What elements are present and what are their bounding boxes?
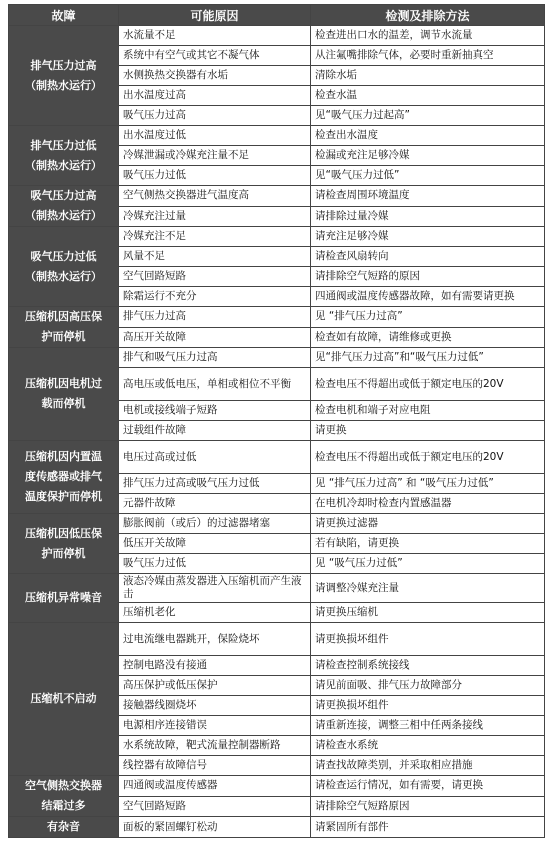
- method-cell: 请排除过量冷媒: [311, 206, 545, 227]
- cause-cell: 风量不足: [119, 247, 311, 267]
- fault-cell: 空气侧热交换器 结霜过多: [9, 776, 119, 817]
- method-cell: 见“吸气压力过低”: [311, 166, 545, 186]
- cause-cell: 高压开关故障: [119, 327, 311, 348]
- header-method: 检测及排除方法: [311, 5, 545, 26]
- table-body: [9, 26, 545, 838]
- cause-cell: 水流量不足: [119, 26, 311, 46]
- method-cell: 请紧固所有部件: [311, 817, 545, 838]
- cause-cell: 面板的紧固螺钉松动: [119, 817, 311, 838]
- cause-cell: 排气压力过高: [119, 307, 311, 328]
- fault-cell: 压缩机不启动: [9, 623, 119, 776]
- method-cell: 请排除空气短路原因: [311, 796, 545, 817]
- cause-cell: 吸气压力过低: [119, 554, 311, 574]
- cause-cell: 空气回路短路: [119, 796, 311, 817]
- fault-cell: 压缩机因电机过 载而停机: [9, 348, 119, 441]
- cause-cell: 出水温度过高: [119, 86, 311, 106]
- cause-cell: 吸气压力过低: [119, 166, 311, 186]
- method-cell: 检查水温: [311, 86, 545, 106]
- cause-cell: 过电流继电器跳开，保险烧坏: [119, 623, 311, 656]
- method-cell: 检查电压不得超出或低于额定电压的20V: [311, 368, 545, 401]
- cause-cell: 接触器线圈烧坏: [119, 696, 311, 716]
- method-cell: 清除水垢: [311, 66, 545, 86]
- method-cell: 请更换过滤器: [311, 514, 545, 534]
- fault-cell: 压缩机因高压保 护而停机: [9, 307, 119, 348]
- table-row: [9, 186, 545, 207]
- troubleshooting-sheet: [8, 4, 544, 838]
- cause-cell: 压缩机老化: [119, 603, 311, 623]
- cause-cell: 电压过高或过低: [119, 441, 311, 474]
- table-row: [9, 574, 545, 603]
- cause-cell: 冷媒泄漏或冷媒充注量不足: [119, 146, 311, 166]
- method-cell: 见 “排气压力过高”: [311, 307, 545, 328]
- cause-cell: 电源相序连接错误: [119, 716, 311, 736]
- table-row: [9, 514, 545, 534]
- table-row: [9, 307, 545, 328]
- cause-cell: 吸气压力过高: [119, 106, 311, 126]
- table-row: [9, 441, 545, 474]
- method-cell: 请调整冷媒充注量: [311, 574, 545, 603]
- fault-cell: 吸气压力过低 （制热水运行）: [9, 227, 119, 307]
- cause-cell: 过载组件故障: [119, 421, 311, 441]
- table-row: [9, 623, 545, 656]
- cause-cell: 空气回路短路: [119, 267, 311, 287]
- cause-cell: 排气和吸气压力过高: [119, 348, 311, 368]
- method-cell: 请重新连接，调整三相中任两条接线: [311, 716, 545, 736]
- table-row: [9, 776, 545, 797]
- cause-cell: 水侧换热交换器有水垢: [119, 66, 311, 86]
- method-cell: 请查找故障类别，并采取相应措施: [311, 756, 545, 776]
- table-row: [9, 348, 545, 368]
- table-row: [9, 227, 545, 247]
- method-cell: 四通阀或温度传感器故障，如有需要请更换: [311, 287, 545, 307]
- fault-cell: 排气压力过高 （制热水运行）: [9, 26, 119, 126]
- cause-cell: 系统中有空气或其它不凝气体: [119, 46, 311, 66]
- method-cell: 见 “排气压力过高” 和 “吸气压力过低”: [311, 474, 545, 494]
- fault-cell: 有杂音: [9, 817, 119, 838]
- method-cell: 请排除空气短路的原因: [311, 267, 545, 287]
- method-cell: 检漏或充注足够冷媒: [311, 146, 545, 166]
- method-cell: 检查如有故障，请维修或更换: [311, 327, 545, 348]
- cause-cell: 线控器有故障信号: [119, 756, 311, 776]
- fault-cell: 压缩机异常噪音: [9, 574, 119, 623]
- table-row: [9, 26, 545, 46]
- cause-cell: 膨胀阀前（或后）的过滤器堵塞: [119, 514, 311, 534]
- method-cell: 见 “吸气压力过低”: [311, 554, 545, 574]
- method-cell: 请检查运行情况，如有需要，请更换: [311, 776, 545, 797]
- method-cell: 检查进出口水的温差，调节水流量: [311, 26, 545, 46]
- cause-cell: 电机或接线端子短路: [119, 401, 311, 421]
- method-cell: 请检查周围环境温度: [311, 186, 545, 207]
- method-cell: 请检查控制系统接线: [311, 656, 545, 676]
- cause-cell: 元器件故障: [119, 494, 311, 514]
- cause-cell: 冷媒充注不足: [119, 227, 311, 247]
- method-cell: 请检查风扇转向: [311, 247, 545, 267]
- method-cell: 见“吸气压力过起高”: [311, 106, 545, 126]
- cause-cell: 空气侧热交换器进气温度高: [119, 186, 311, 207]
- method-cell: 在电机冷却时检查内置感温器: [311, 494, 545, 514]
- troubleshooting-table: [8, 4, 545, 838]
- fault-cell: 压缩机因内置温 度传感器或排气 温度保护而停机: [9, 441, 119, 514]
- method-cell: 从注氟嘴排除气体，必要时重新抽真空: [311, 46, 545, 66]
- method-cell: 请充注足够冷媒: [311, 227, 545, 247]
- cause-cell: 排气压力过高或吸气压力过低: [119, 474, 311, 494]
- fault-cell: 吸气压力过高 （制热水运行）: [9, 186, 119, 227]
- cause-cell: 高压保护或低压保护: [119, 676, 311, 696]
- fault-cell: 排气压力过低 （制热水运行）: [9, 126, 119, 186]
- cause-cell: 液态冷媒由蒸发器进入压缩机而产生液击: [119, 574, 311, 603]
- cause-cell: 低压开关故障: [119, 534, 311, 554]
- table-row: [9, 126, 545, 146]
- method-cell: 请更换损坏组件: [311, 696, 545, 716]
- cause-cell: 水系统故障，靶式流量控制器断路: [119, 736, 311, 756]
- fault-cell: 压缩机因低压保 护而停机: [9, 514, 119, 574]
- method-cell: 请更换损坏组件: [311, 623, 545, 656]
- method-cell: 请检查水系统: [311, 736, 545, 756]
- table-header-row: [9, 5, 545, 26]
- method-cell: 请见前面吸、排气压力故障部分: [311, 676, 545, 696]
- cause-cell: 出水温度过低: [119, 126, 311, 146]
- cause-cell: 除霜运行不充分: [119, 287, 311, 307]
- method-cell: 检查电压不得超出或低于额定电压的20V: [311, 441, 545, 474]
- method-cell: 请更换: [311, 421, 545, 441]
- table-row: [9, 817, 545, 838]
- method-cell: 见“排气压力过高”和“吸气压力过低”: [311, 348, 545, 368]
- method-cell: 检查电机和端子对应电阻: [311, 401, 545, 421]
- method-cell: 检查出水温度: [311, 126, 545, 146]
- cause-cell: 高电压或低电压，单相或相位不平衡: [119, 368, 311, 401]
- cause-cell: 四通阀或温度传感器: [119, 776, 311, 797]
- header-cause: 可能原因: [119, 5, 311, 26]
- header-fault: 故障: [9, 5, 119, 26]
- cause-cell: 控制电路没有接通: [119, 656, 311, 676]
- method-cell: 请更换压缩机: [311, 603, 545, 623]
- cause-cell: 冷媒充注过量: [119, 206, 311, 227]
- method-cell: 若有缺陷，请更换: [311, 534, 545, 554]
